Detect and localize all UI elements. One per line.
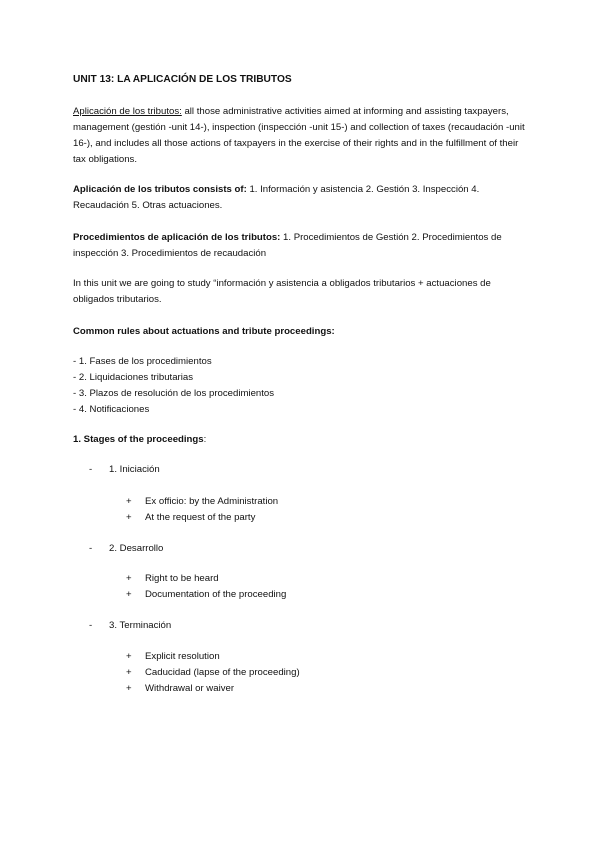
- intro-text: all those administrative activities aimed at informing and assisting taxpayers, management (gestión -unit 14-), inspection (inspección -unit 15-) and collection of taxes (recaudación -unit 16-), and includes all those actions of taxpayers in the exercise of their rights and in the fulfillment of their tax obligations.: [73, 106, 525, 165]
- sub-item-text: At the request of the party: [145, 512, 256, 523]
- list-item: - 3. Plazos de resolución de los procedimientos: [73, 388, 275, 399]
- stage-label: 3. Terminación: [109, 620, 172, 631]
- consists-text: 1. Información y asistencia 2. Gestión 3. Inspección 4. Recaudación 5. Otras actuaciones.: [73, 184, 480, 211]
- intro-paragraph: [73, 104, 528, 168]
- sub-item: [126, 571, 286, 587]
- sub-item-text: Ex officio: by the Administration: [145, 496, 279, 507]
- sub-item-text: Explicit resolution: [145, 651, 220, 662]
- sub-item: [126, 665, 300, 681]
- list-item: - 4. Notificaciones: [73, 404, 150, 415]
- stage-sublist: [126, 571, 286, 603]
- sub-item-text: Documentation of the proceeding: [145, 589, 287, 600]
- dash-bullet: -: [89, 464, 93, 475]
- sub-item: [126, 649, 300, 665]
- study-paragraph: In this unit we are going to study “información y asistencia a obligados tributarios + actuaciones de obligados tributarios.: [73, 278, 491, 305]
- consists-term: Aplicación de los tributos consists of:: [73, 184, 247, 195]
- stages-heading: [73, 432, 528, 448]
- common-rules-list: [73, 354, 528, 418]
- sub-item: [126, 681, 300, 697]
- stage-item: [89, 541, 163, 557]
- stage-sublist: [126, 494, 278, 526]
- sub-item-text: Withdrawal or waiver: [145, 683, 235, 694]
- stages-heading-bold: 1. Stages of the proceedings: [73, 434, 204, 445]
- page-title: UNIT 13: LA APLICACIÓN DE LOS TRIBUTOS: [73, 74, 292, 85]
- stage-sublist: [126, 649, 300, 697]
- procedures-paragraph: [73, 230, 528, 262]
- list-item: - 2. Liquidaciones tributarias: [73, 372, 193, 383]
- sub-item-text: Caducidad (lapse of the proceeding): [145, 667, 300, 678]
- list-item: - 1. Fases de los procedimientos: [73, 356, 212, 367]
- sub-item: [126, 510, 278, 526]
- sub-item-text: Right to be heard: [145, 573, 219, 584]
- intro-term: Aplicación de los tributos:: [73, 106, 182, 117]
- stages-heading-rest: :: [203, 434, 207, 445]
- plus-bullet: +: [126, 667, 132, 678]
- plus-bullet: +: [126, 589, 132, 600]
- sub-item: [126, 587, 286, 603]
- sub-item: [126, 494, 278, 510]
- stage-item: [89, 618, 171, 634]
- procedures-term: Procedimientos de aplicación de los tributos:: [73, 232, 281, 243]
- procedures-text: 1. Procedimientos de Gestión 2. Procedimientos de inspección 3. Procedimientos de recaudación: [73, 232, 502, 259]
- stage-item: [89, 462, 160, 478]
- plus-bullet: +: [126, 512, 132, 523]
- dash-bullet: -: [89, 620, 93, 631]
- common-rules-heading: Common rules about actuations and tribute proceedings:: [73, 326, 335, 337]
- consists-paragraph: [73, 182, 528, 214]
- plus-bullet: +: [126, 573, 132, 584]
- plus-bullet: +: [126, 496, 132, 507]
- stage-label: 1. Iniciación: [109, 464, 160, 475]
- stage-label: 2. Desarrollo: [109, 543, 164, 554]
- plus-bullet: +: [126, 651, 132, 662]
- plus-bullet: +: [126, 683, 132, 694]
- dash-bullet: -: [89, 543, 93, 554]
